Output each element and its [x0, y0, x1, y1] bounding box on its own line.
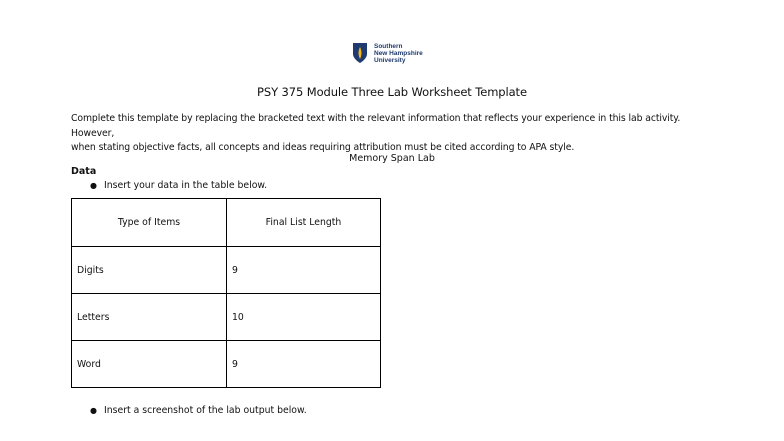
- data-table: [71, 198, 381, 388]
- section-title: Memory Span Lab: [349, 153, 435, 164]
- logo-wordmark: [374, 43, 423, 64]
- bullet-item: [90, 405, 307, 416]
- table-row: [72, 341, 381, 388]
- table-header-cell: Type of Items: [72, 199, 227, 247]
- table-cell: Word: [72, 341, 227, 388]
- bullet-text: Insert a screenshot of the lab output below.: [104, 405, 307, 416]
- logo-line-2: New Hampshire: [374, 49, 423, 57]
- bullet-icon: ●: [90, 406, 97, 415]
- bullet-item: [90, 180, 267, 191]
- table-row: [72, 294, 381, 341]
- table-cell: Letters: [72, 294, 227, 341]
- table-cell: 10: [227, 294, 381, 341]
- table-cell: 9: [227, 247, 381, 294]
- data-heading: Data: [71, 166, 97, 177]
- intro-paragraph: [71, 112, 721, 156]
- university-logo: [352, 42, 423, 64]
- intro-line-2: when stating objective facts, all concepts and ideas requiring attribution must be cited according to APA style.: [71, 142, 575, 153]
- table-row: [72, 247, 381, 294]
- table-header-cell: Final List Length: [227, 199, 381, 247]
- bullet-text: Insert your data in the table below.: [104, 180, 268, 191]
- logo-line-3: University: [374, 56, 406, 64]
- table-cell: Digits: [72, 247, 227, 294]
- table-header-row: [72, 199, 381, 247]
- shield-icon: [352, 42, 368, 64]
- table-cell: 9: [227, 341, 381, 388]
- document-title: PSY 375 Module Three Lab Worksheet Template: [257, 85, 527, 99]
- logo-line-1: Southern: [374, 42, 403, 50]
- bullet-icon: ●: [90, 181, 97, 190]
- intro-line-1: Complete this template by replacing the bracketed text with the relevant information that reflects your experience in this lab activity. However,: [71, 113, 681, 139]
